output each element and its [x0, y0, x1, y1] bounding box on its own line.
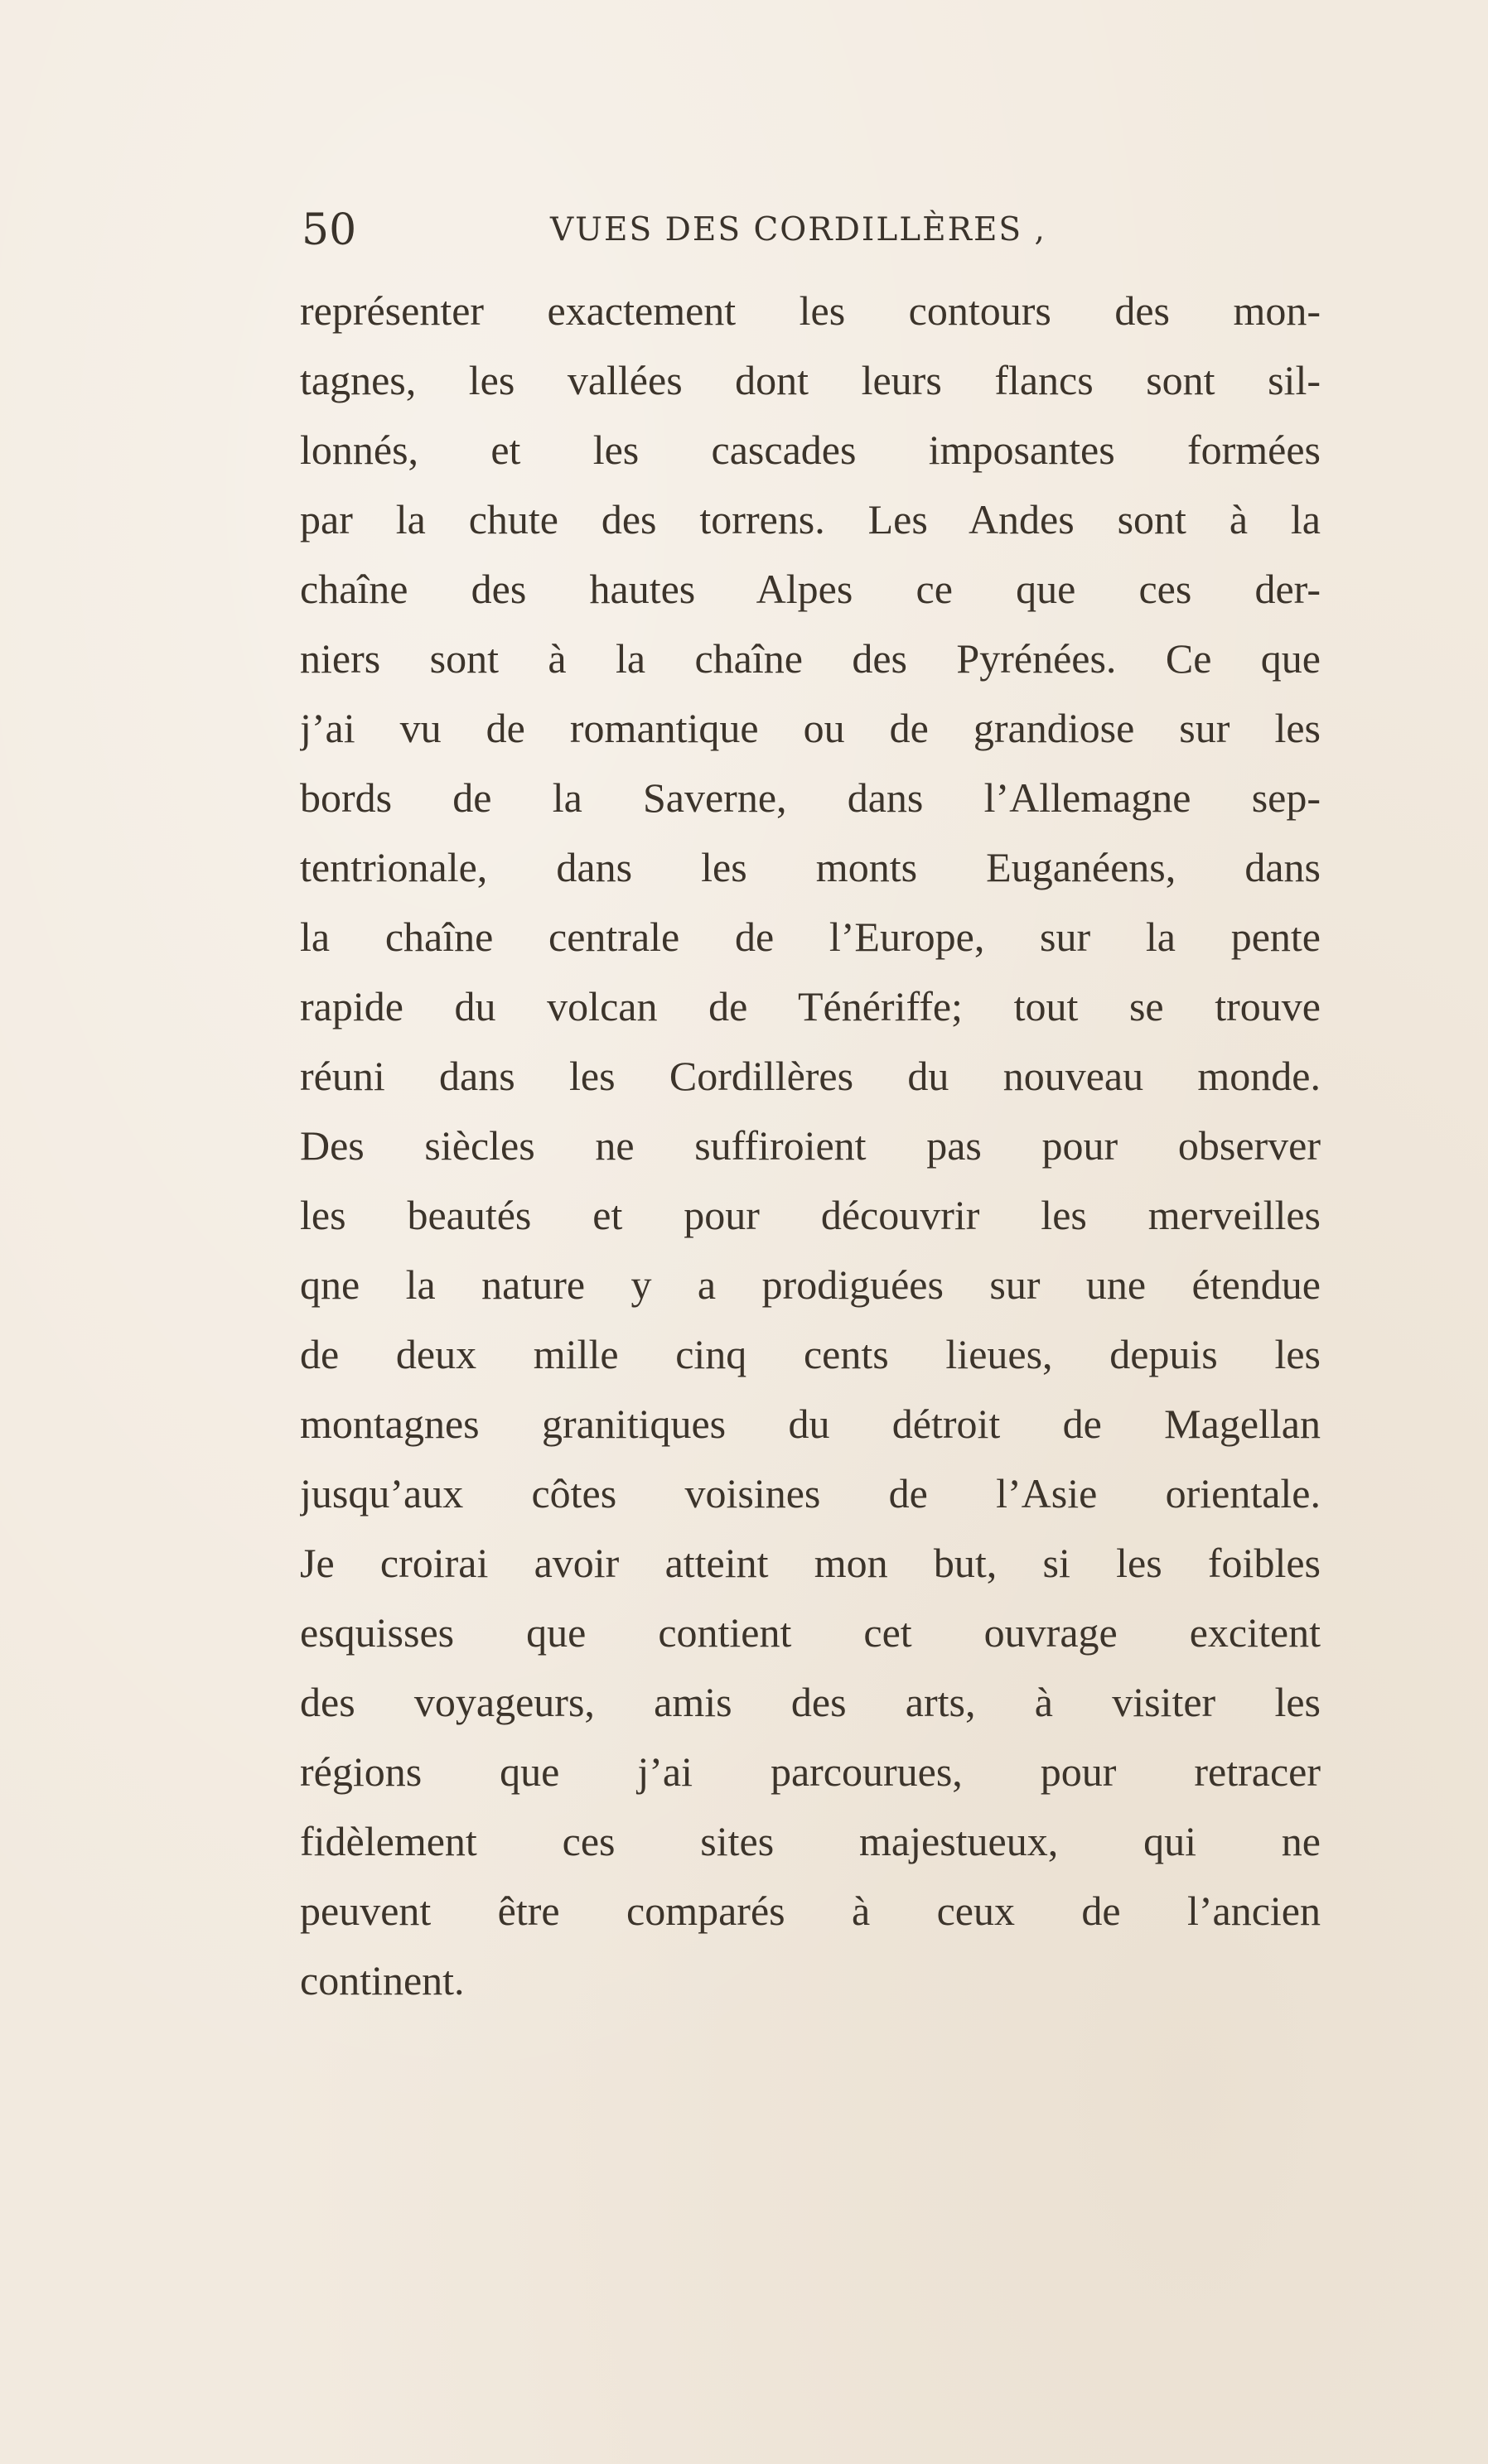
text-line: les beautés et pour découvrir les merveilles — [300, 1192, 1321, 1238]
text-line: par la chute des torrens. Les Andes sont à la — [300, 496, 1321, 542]
page-number: 50 — [302, 205, 357, 255]
text-line: tentrionale, dans les monts Euganéens, dans — [300, 844, 1321, 890]
text-line: montagnes granitiques du détroit de Magellan — [300, 1401, 1321, 1447]
text-line: rapide du volcan de Ténériffe; tout se trouve — [300, 983, 1321, 1029]
text-line: la chaîne centrale de l’Europe, sur la pente — [300, 914, 1321, 960]
body-text — [300, 276, 1321, 2015]
text-line: de deux mille cinq cents lieues, depuis les — [300, 1331, 1321, 1377]
text-line: chaîne des hautes Alpes ce que ces der- — [300, 566, 1321, 612]
text-line: qne la nature y a prodiguées sur une étendue — [300, 1261, 1321, 1308]
text-line: niers sont à la chaîne des Pyrénées. Ce que — [300, 635, 1321, 682]
running-title: VUES DES CORDILLÈRES , — [550, 211, 1046, 248]
text-line: fidèlement ces sites majestueux, qui ne — [300, 1818, 1321, 1864]
text-line: représenter exactement les contours des mon- — [300, 287, 1321, 334]
text-line: Des siècles ne suffiroient pas pour observer — [300, 1122, 1321, 1169]
text-line: lonnés, et les cascades imposantes formées — [300, 427, 1321, 473]
text-line: des voyageurs, amis des arts, à visiter les — [300, 1679, 1321, 1725]
text-line: continent. — [300, 1957, 465, 2004]
text-line: réuni dans les Cordillères du nouveau monde. — [300, 1053, 1321, 1099]
text-line: j’ai vu de romantique ou de grandiose sur les — [300, 705, 1321, 751]
text-line: jusqu’aux côtes voisines de l’Asie orientale. — [300, 1470, 1321, 1516]
text-line: tagnes, les vallées dont leurs flancs sont sil- — [300, 357, 1321, 403]
text-line: régions que j’ai parcourues, pour retracer — [300, 1748, 1321, 1795]
text-line: Je croirai avoir atteint mon but, si les foibles — [300, 1540, 1321, 1586]
page-header — [302, 201, 1321, 259]
text-line: esquisses que contient cet ouvrage excitent — [300, 1609, 1321, 1656]
text-line: bords de la Saverne, dans l’Allemagne sep- — [300, 774, 1321, 821]
text-line: peuvent être comparés à ceux de l’ancien — [300, 1888, 1321, 1934]
